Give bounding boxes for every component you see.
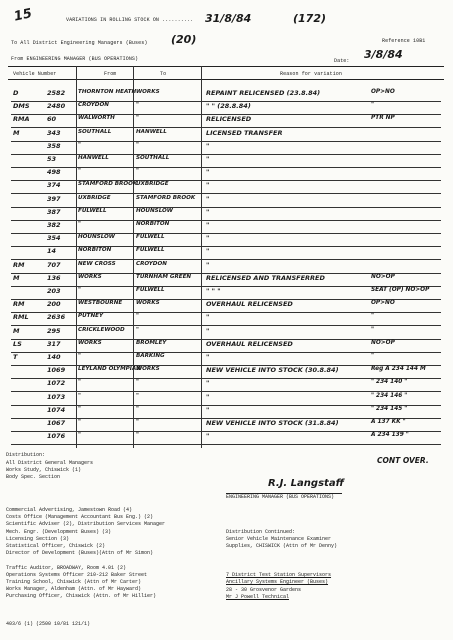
vehicle-code: M <box>13 273 20 282</box>
variation-reason: OVERHAUL RELICENSED <box>206 300 293 309</box>
vehicle-code: RM <box>13 260 25 269</box>
from-garage: " <box>78 392 81 399</box>
from-garage: LEYLAND OLYMPIAN <box>78 366 141 373</box>
to-garage: BARKING <box>136 353 165 359</box>
from-garage: " <box>78 419 81 425</box>
vehicle-code: DMS <box>13 102 30 111</box>
date-value: 3/8/84 <box>364 48 403 61</box>
variation-remark: SEAT (OP) NO>OP <box>371 287 430 293</box>
from-garage: FULWELL <box>78 207 107 214</box>
from-garage: WALWORTH <box>78 115 115 122</box>
vehicle-number: 295 <box>47 326 61 335</box>
variation-remark: " <box>371 313 375 320</box>
vehicle-number: 2480 <box>47 102 66 111</box>
vehicle-code: RMA <box>13 115 30 124</box>
vehicle-number: 358 <box>47 141 61 150</box>
signature-title: ENGINEERING MANAGER (BUS OPERATIONS) <box>226 494 335 500</box>
variation-remark: OP>NO <box>371 89 395 95</box>
reference-label: Reference 10B1 <box>382 38 426 44</box>
variation-reason: " " " <box>206 287 221 295</box>
from-garage: PUTNEY <box>78 313 104 320</box>
distribution-line: Senior Vehicle Maintenance Examiner <box>226 536 332 543</box>
distribution-line: Costs Office (Management Accountant Bus Eng.) (2) <box>6 514 154 521</box>
to-garage: WORKS <box>136 366 160 373</box>
to-garage: " <box>136 405 139 412</box>
distribution-line: Statistical Officer, Chiswick (2) <box>6 543 106 550</box>
to-garage: " <box>136 115 139 122</box>
from-garage: THORNTON HEATH <box>78 89 137 95</box>
variation-reason: " <box>206 326 210 335</box>
to-garage: SOUTHALL <box>136 155 170 161</box>
variation-reason: NEW VEHICLE INTO STOCK (30.8.84) <box>206 366 339 375</box>
title-ref: (172) <box>293 12 327 25</box>
distribution-line: Body Spec. Section <box>6 474 61 481</box>
distribution-heading: Distribution: <box>6 452 46 458</box>
to-garage: " <box>136 326 139 333</box>
vehicle-number: 1076 <box>47 432 66 441</box>
distribution-left-top <box>6 460 93 482</box>
to-garage: FULWELL <box>136 234 165 241</box>
signature: R.J. Langstaff <box>268 478 344 489</box>
to-garage: " <box>136 168 139 175</box>
variation-reason: " <box>206 221 210 229</box>
from-garage: " <box>78 141 81 148</box>
vehicle-number: 203 <box>47 287 61 295</box>
distribution-line <box>226 551 337 558</box>
variation-reason: " <box>206 247 210 256</box>
distribution-line: Licensing Section (3) <box>6 535 70 542</box>
from-line: From ENGINEERING MANAGER (BUS OPERATIONS) <box>11 56 139 62</box>
variation-remark: NO>OP <box>371 273 395 280</box>
variation-remark: NO>OP <box>371 339 395 346</box>
vehicle-number: 354 <box>47 234 61 243</box>
distribution-line: Ancillary Systems Engineer (Buses) <box>226 579 329 586</box>
to-garage: UXBRIDGE <box>136 181 169 188</box>
variation-remark: A 234 139 " <box>371 432 409 439</box>
vehicle-number: 707 <box>47 260 61 269</box>
variation-reason: " <box>206 313 210 322</box>
variation-reason: " <box>206 379 210 388</box>
from-garage: " <box>78 168 81 175</box>
variation-remark: " <box>371 102 375 109</box>
distribution-line: Supplies, CHISWICK (Attn of Mr Denny) <box>226 543 338 550</box>
distribution-right-heading: Distribution Continued: <box>226 529 296 535</box>
from-garage: STAMFORD BROOK <box>78 181 138 188</box>
vehicle-code: T <box>13 353 18 361</box>
variation-reason: " <box>206 168 210 177</box>
distribution-right <box>226 529 337 601</box>
from-garage: NORBITON <box>78 247 112 254</box>
variation-remark: " <box>371 326 375 333</box>
variation-remark: A 137 KK " <box>371 419 406 425</box>
from-garage: WORKS <box>78 273 102 280</box>
from-garage: " <box>78 353 81 359</box>
distribution-line: 7 District Test Station Supervisors <box>226 572 332 579</box>
vehicle-number: 53 <box>47 155 57 163</box>
from-garage: WESTBOURNE <box>78 300 123 307</box>
distribution-line: All District General Managers <box>6 460 94 466</box>
variation-reason: " <box>206 260 210 269</box>
vehicle-code: RML <box>13 313 29 322</box>
to-garage: WORKS <box>136 300 160 307</box>
variation-reason: " <box>206 405 210 414</box>
variation-remark: " 234 145 " <box>371 405 408 412</box>
to-garage: " <box>136 141 139 148</box>
title-date: 31/8/84 <box>205 12 252 25</box>
from-garage: CROYDON <box>78 102 109 109</box>
vehicle-code: D <box>13 89 19 97</box>
variation-remark: " 234 140 " <box>371 379 408 386</box>
vehicle-number: 136 <box>47 273 61 282</box>
distribution-line: Scientific Adviser (2), Distribution Services Manager <box>6 521 166 528</box>
to-garage: FULWELL <box>136 287 165 293</box>
vehicle-number: 2636 <box>47 313 66 322</box>
distribution-line: 28 - 30 Grosvenor Gardens <box>226 586 302 593</box>
to-garage: FULWELL <box>136 247 165 254</box>
to-garage: STAMFORD BROOK <box>136 194 196 201</box>
variation-reason: " " (28.8.84) <box>206 102 251 111</box>
form-code: 403/6 (1) (2500 10/81 121/1) <box>6 621 91 627</box>
col-header-to: To <box>160 71 167 77</box>
vehicle-number: 1067 <box>47 419 66 427</box>
variation-reason: " <box>206 155 210 163</box>
col-header-from: From <box>104 71 117 77</box>
vehicle-code: RM <box>13 300 25 309</box>
to-garage: NORBITON <box>136 221 170 227</box>
from-garage: WORKS <box>78 339 102 346</box>
distribution-line: Training School, Chiswick (Attn of Mr Carter) <box>6 579 142 586</box>
distribution-line: Mech. Engr. (Development Buses) (3) <box>6 528 112 535</box>
vehicle-number: 382 <box>47 221 61 229</box>
variation-reason: " <box>206 353 210 361</box>
variation-reason: NEW VEHICLE INTO STOCK (31.8.84) <box>206 419 339 427</box>
to-garage: " <box>136 392 139 399</box>
to-garage: " <box>136 419 139 425</box>
variation-reason: LICENSED TRANSFER <box>206 128 283 137</box>
variation-reason: RELICENSED <box>206 115 252 124</box>
vehicle-number: 317 <box>47 339 61 348</box>
cont-over: CONT OVER. <box>377 456 429 465</box>
variation-remark: OP>NO <box>371 300 395 307</box>
from-garage: HOUNSLOW <box>78 234 115 241</box>
variation-reason: " <box>206 141 210 150</box>
vehicle-number: 374 <box>47 181 61 190</box>
variation-reason: " <box>206 207 210 216</box>
variation-remark: Reg A 234 144 M <box>371 366 426 373</box>
from-garage: " <box>78 379 81 386</box>
to-garage: " <box>136 102 139 109</box>
to-garage: CROYDON <box>136 260 167 267</box>
distribution-line: Mr J Powell Technical <box>226 593 290 600</box>
distribution-line <box>6 557 165 564</box>
vehicle-number: 1073 <box>47 392 66 401</box>
to-garage: " <box>136 313 139 320</box>
table-row <box>11 430 441 445</box>
variation-remark: " <box>371 353 375 359</box>
vehicle-number: 343 <box>47 128 61 137</box>
from-garage: CRICKLEWOOD <box>78 326 125 333</box>
vehicle-number: 60 <box>47 115 57 124</box>
from-garage: NEW CROSS <box>78 260 116 267</box>
vehicle-number: 397 <box>47 194 61 203</box>
form-title: VARIATIONS IN ROLLING STOCK ON .......... <box>66 17 194 23</box>
to-garage: WORKS <box>136 89 160 95</box>
to-garage: " <box>136 432 139 439</box>
vehicle-code: M <box>13 326 20 335</box>
vehicle-code: M <box>13 128 20 137</box>
from-garage: " <box>78 287 81 293</box>
date-label: Date: <box>334 58 350 64</box>
distribution-line: Director of Development (Buses)(Attn of Mr Simon) <box>6 550 154 557</box>
vehicle-number: 14 <box>47 247 57 256</box>
to-garage: HANWELL <box>136 128 167 135</box>
variation-remark: PTR NP <box>371 115 395 122</box>
distribution-line: Works Study, Chiswick (1) <box>6 467 82 474</box>
variation-reason: RELICENSED AND TRANSFERRED <box>206 273 325 282</box>
corner-mark: 15 <box>12 6 34 25</box>
variation-reason: " <box>206 432 210 441</box>
to-garage: BROMLEY <box>136 339 167 346</box>
col-header-vehicle: Vehicle Number <box>13 71 57 77</box>
distribution-line <box>226 565 337 572</box>
to-line: To All District Engineering Managers (Buses) <box>11 40 148 46</box>
to-garage: TURNHAM GREEN <box>136 273 192 280</box>
variation-reason: OVERHAUL RELICENSED <box>206 339 293 348</box>
distribution-line: Traffic Auditor, BROADWAY, Room 4.01 (2) <box>6 564 127 571</box>
variation-reason: " <box>206 194 210 203</box>
variation-reason: " <box>206 181 210 190</box>
vehicle-number: 2582 <box>47 89 66 97</box>
to-garage: " <box>136 379 139 386</box>
variation-remark: " 234 146 " <box>371 392 408 399</box>
col-header-reason: Reason for variation <box>280 71 343 77</box>
from-garage: " <box>78 221 81 227</box>
vehicle-number: 1072 <box>47 379 66 388</box>
distribution-line: Purchasing Officer, Chiswick (Attn. of Mr Hillier) <box>6 593 157 600</box>
vehicle-number: 1074 <box>47 405 66 414</box>
from-garage: HANWELL <box>78 155 109 161</box>
from-garage: " <box>78 432 81 439</box>
vehicle-number: 498 <box>47 168 61 177</box>
from-garage: UXBRIDGE <box>78 194 111 201</box>
distribution-line <box>226 558 337 565</box>
vehicle-number: 1069 <box>47 366 66 375</box>
vehicle-code: LS <box>13 339 22 348</box>
vehicle-number: 387 <box>47 207 61 216</box>
distribution-line: Operations Systems Officer 210-212 Baker Street <box>6 571 148 578</box>
to-garage: HOUNSLOW <box>136 207 173 214</box>
from-garage: SOUTHALL <box>78 128 112 135</box>
variation-reason: " <box>206 392 210 401</box>
variation-reason: " <box>206 234 210 243</box>
to-number: (20) <box>171 33 197 46</box>
vehicle-number: 140 <box>47 353 61 361</box>
from-garage: " <box>78 405 81 412</box>
vehicle-number: 200 <box>47 300 61 309</box>
variation-reason: REPAINT RELICENSED (23.8.84) <box>206 89 321 97</box>
distribution-line: Commercial Advertising, Jamestown Road (4) <box>6 507 133 513</box>
distribution-left-bottom <box>6 507 165 601</box>
distribution-line: Works Manager, Aldenham (Attn. of Mr Hayward) <box>6 586 142 593</box>
